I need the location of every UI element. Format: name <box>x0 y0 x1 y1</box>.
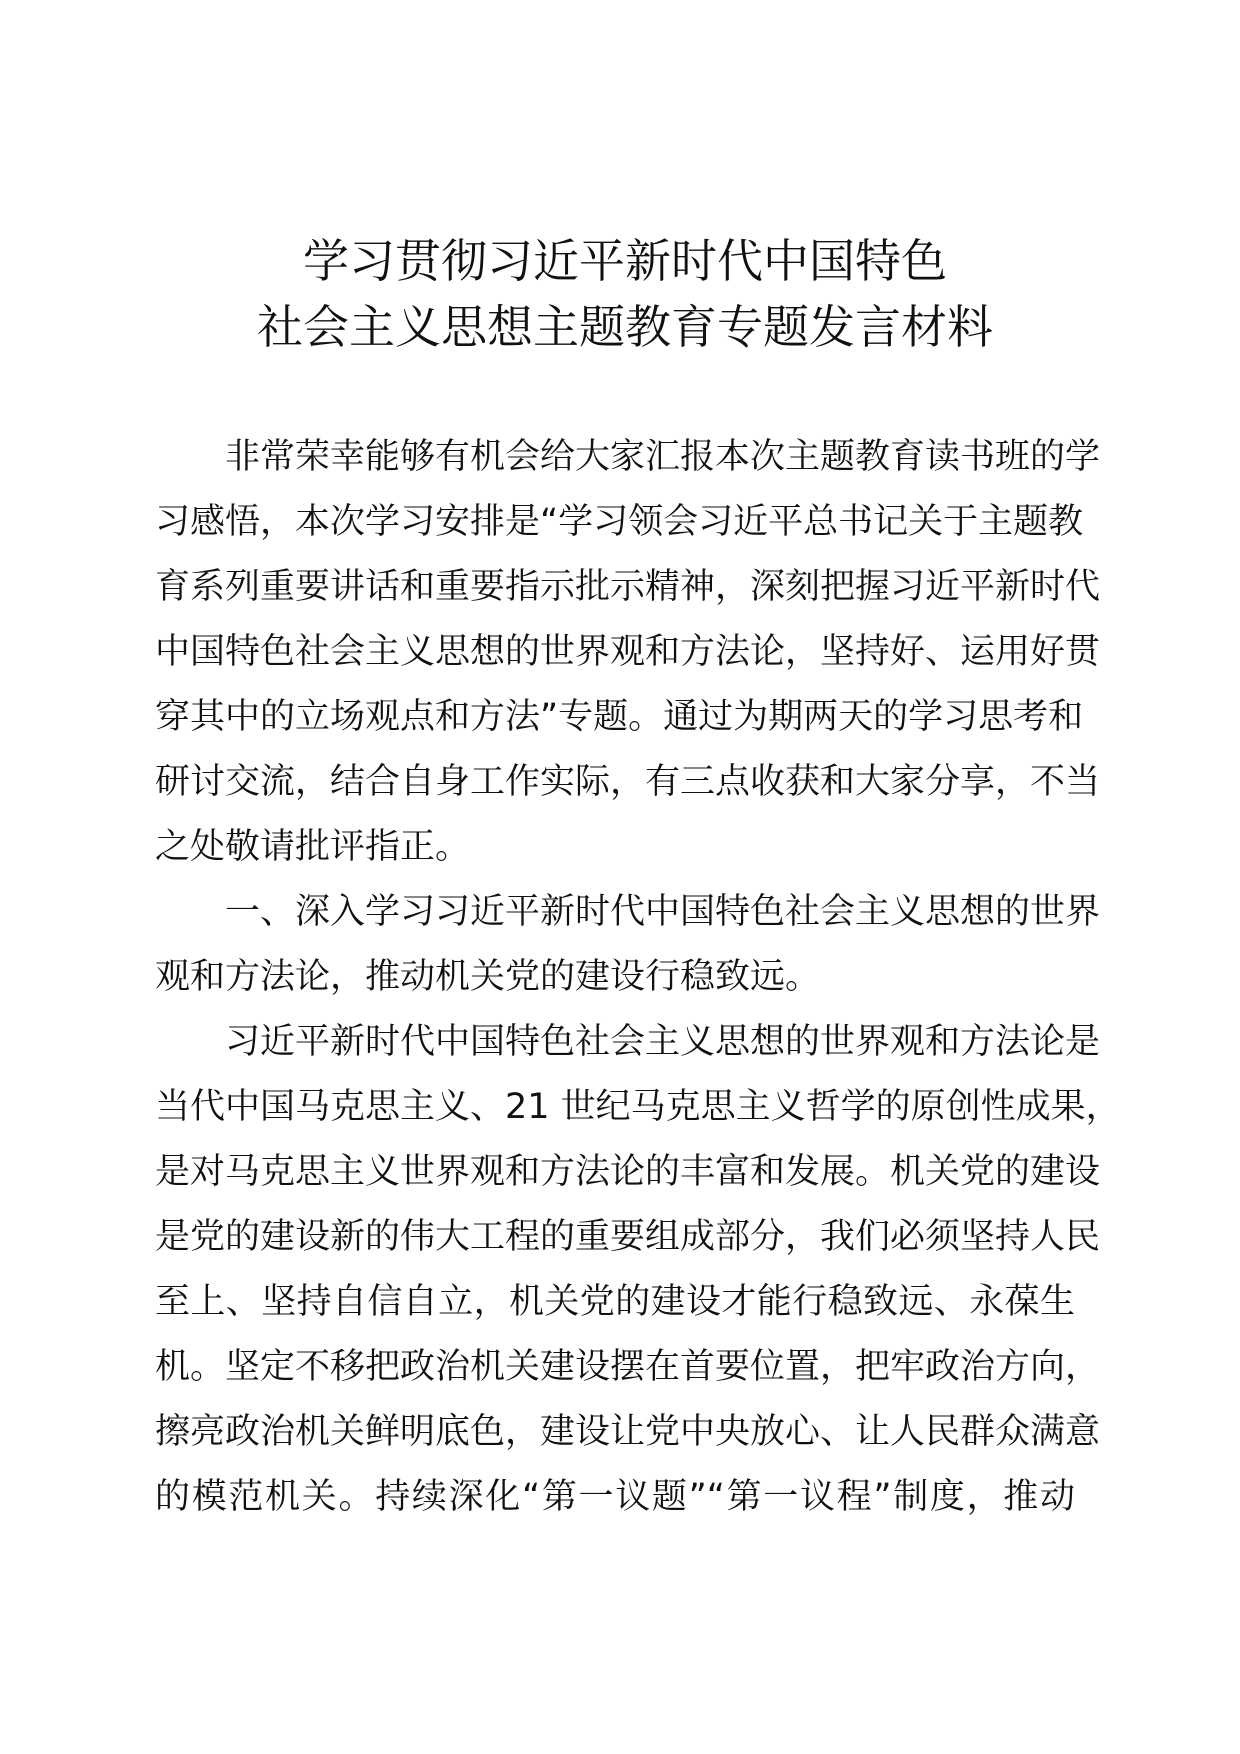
text-line: 习感悟，本次学习安排是“学习领会习近平总书记关于主题教 <box>155 502 1084 542</box>
text-line: 之处敬请批评指正。 <box>155 827 471 867</box>
title-line-2: 社会主义思想主题教育专题发言材料 <box>257 300 993 354</box>
text-line: 观和方法论，推动机关党的建设行稳致远。 <box>155 957 821 997</box>
text-line: 至上、坚持自信自立，机关党的建设才能行稳致远、永葆生 <box>155 1282 1075 1322</box>
text-line: 是对马克思主义世界观和方法论的丰富和发展。机关党的建设 <box>155 1152 1101 1192</box>
text-line: 是党的建设新的伟大工程的重要组成部分，我们必须坚持人民 <box>155 1217 1101 1257</box>
text-line: 的模范机关。持续深化“第一议题”“第一议程”制度，推动 <box>155 1477 1075 1517</box>
text-line: 当代中国马克思主义、21 世纪马克思主义哲学的原创性成果， <box>155 1087 1121 1127</box>
title-line-1: 学习贯彻习近平新时代中国特色 <box>303 234 947 288</box>
text-line: 中国特色社会主义思想的世界观和方法论，坚持好、运用好贯 <box>155 632 1101 672</box>
text-line: 一、深入学习习近平新时代中国特色社会主义思想的世界 <box>225 892 1101 932</box>
text-line: 机。坚定不移把政治机关建设摆在首要位置，把牢政治方向， <box>155 1347 1101 1387</box>
text-line: 习近平新时代中国特色社会主义思想的世界观和方法论是 <box>225 1022 1101 1062</box>
text-line: 育系列重要讲话和重要指示批示精神，深刻把握习近平新时代 <box>155 567 1101 607</box>
text-line: 擦亮政治机关鲜明底色，建设让党中央放心、让人民群众满意 <box>155 1412 1101 1452</box>
text-line: 非常荣幸能够有机会给大家汇报本次主题教育读书班的学 <box>225 437 1101 477</box>
text-line: 研讨交流，结合自身工作实际，有三点收获和大家分享，不当 <box>155 762 1101 802</box>
text-line: 穿其中的立场观点和方法”专题。通过为期两天的学习思考和 <box>155 697 1084 737</box>
